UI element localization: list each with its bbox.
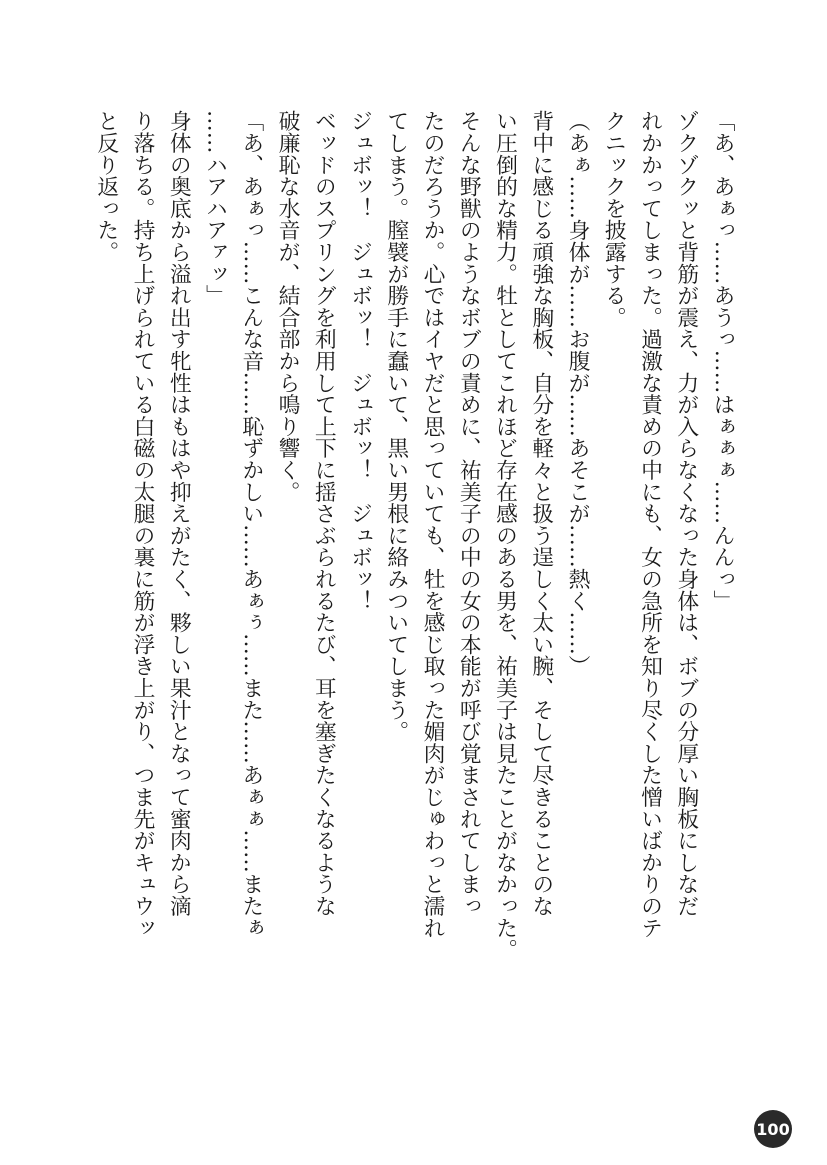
text-line: れかかってしまった。過激な責めの中にも、女の急所を知り尽くした憎いばかりのテ (637, 110, 663, 939)
text-line: そんな野獣のようなボブの責めに、祐美子の中の女の本能が呼び覚まされてしまっ (456, 110, 482, 917)
text-line: 背中に感じる頑強な胸板、自分を軽々と扱う逞しく太い腕、そして尽きることのな (528, 110, 554, 917)
text-line: り落ちる。持ち上げられている白磁の太腿の裏に筋が浮き上がり、つま先がキュウッ (130, 110, 155, 939)
vertical-text-body (93, 110, 740, 1070)
text-line: い圧倒的な精力。牡としてこれほど存在感のある男を、祐美子は見たことがなかった。 (492, 110, 518, 961)
text-line: 「あ、あぁっ……あうっ……はぁぁぁ……んんっ」 (710, 110, 735, 612)
page-number-badge: 100 (754, 1110, 792, 1148)
text-line: 破廉恥な水音が、結合部から鳴り響く。 (275, 110, 300, 503)
text-line: クニックを披露する。 (601, 110, 627, 328)
text-line: ゾクゾクッと背筋が震え、力が入らなくなった身体は、ボブの分厚い胸板にしなだ (673, 110, 699, 917)
text-line: たのだろうか。心ではイヤだと思っていても、牡を感じ取った媚肉がじゅわっと濡れ (420, 110, 445, 939)
text-line: ……ハアハアァッ」 (202, 110, 228, 307)
text-line: （あぁ……身体が……お腹が……あそこが……熱く……） (565, 110, 590, 677)
text-line: 身体の奥底から溢れ出す牝性はもはや抑えがたく、夥しい果汁となって蜜肉から滴 (166, 110, 192, 917)
text-line: 「あ、あぁっ……こんな音……恥ずかしい……あぁぅ……また……あぁぁ……またぁ (238, 110, 264, 939)
text-line: てしまう。膣襞が勝手に蠢いて、黒い男根に絡みついてしまう。 (383, 110, 409, 743)
text-line: と反り返った。 (93, 110, 119, 263)
text-line: ジュボッ！ ジュボッ！ ジュボッ！ ジュボッ！ (347, 110, 373, 612)
text-line: ベッドのスプリングを利用して上下に揺さぶられるたび、耳を塞ぎたくなるような (311, 110, 337, 917)
